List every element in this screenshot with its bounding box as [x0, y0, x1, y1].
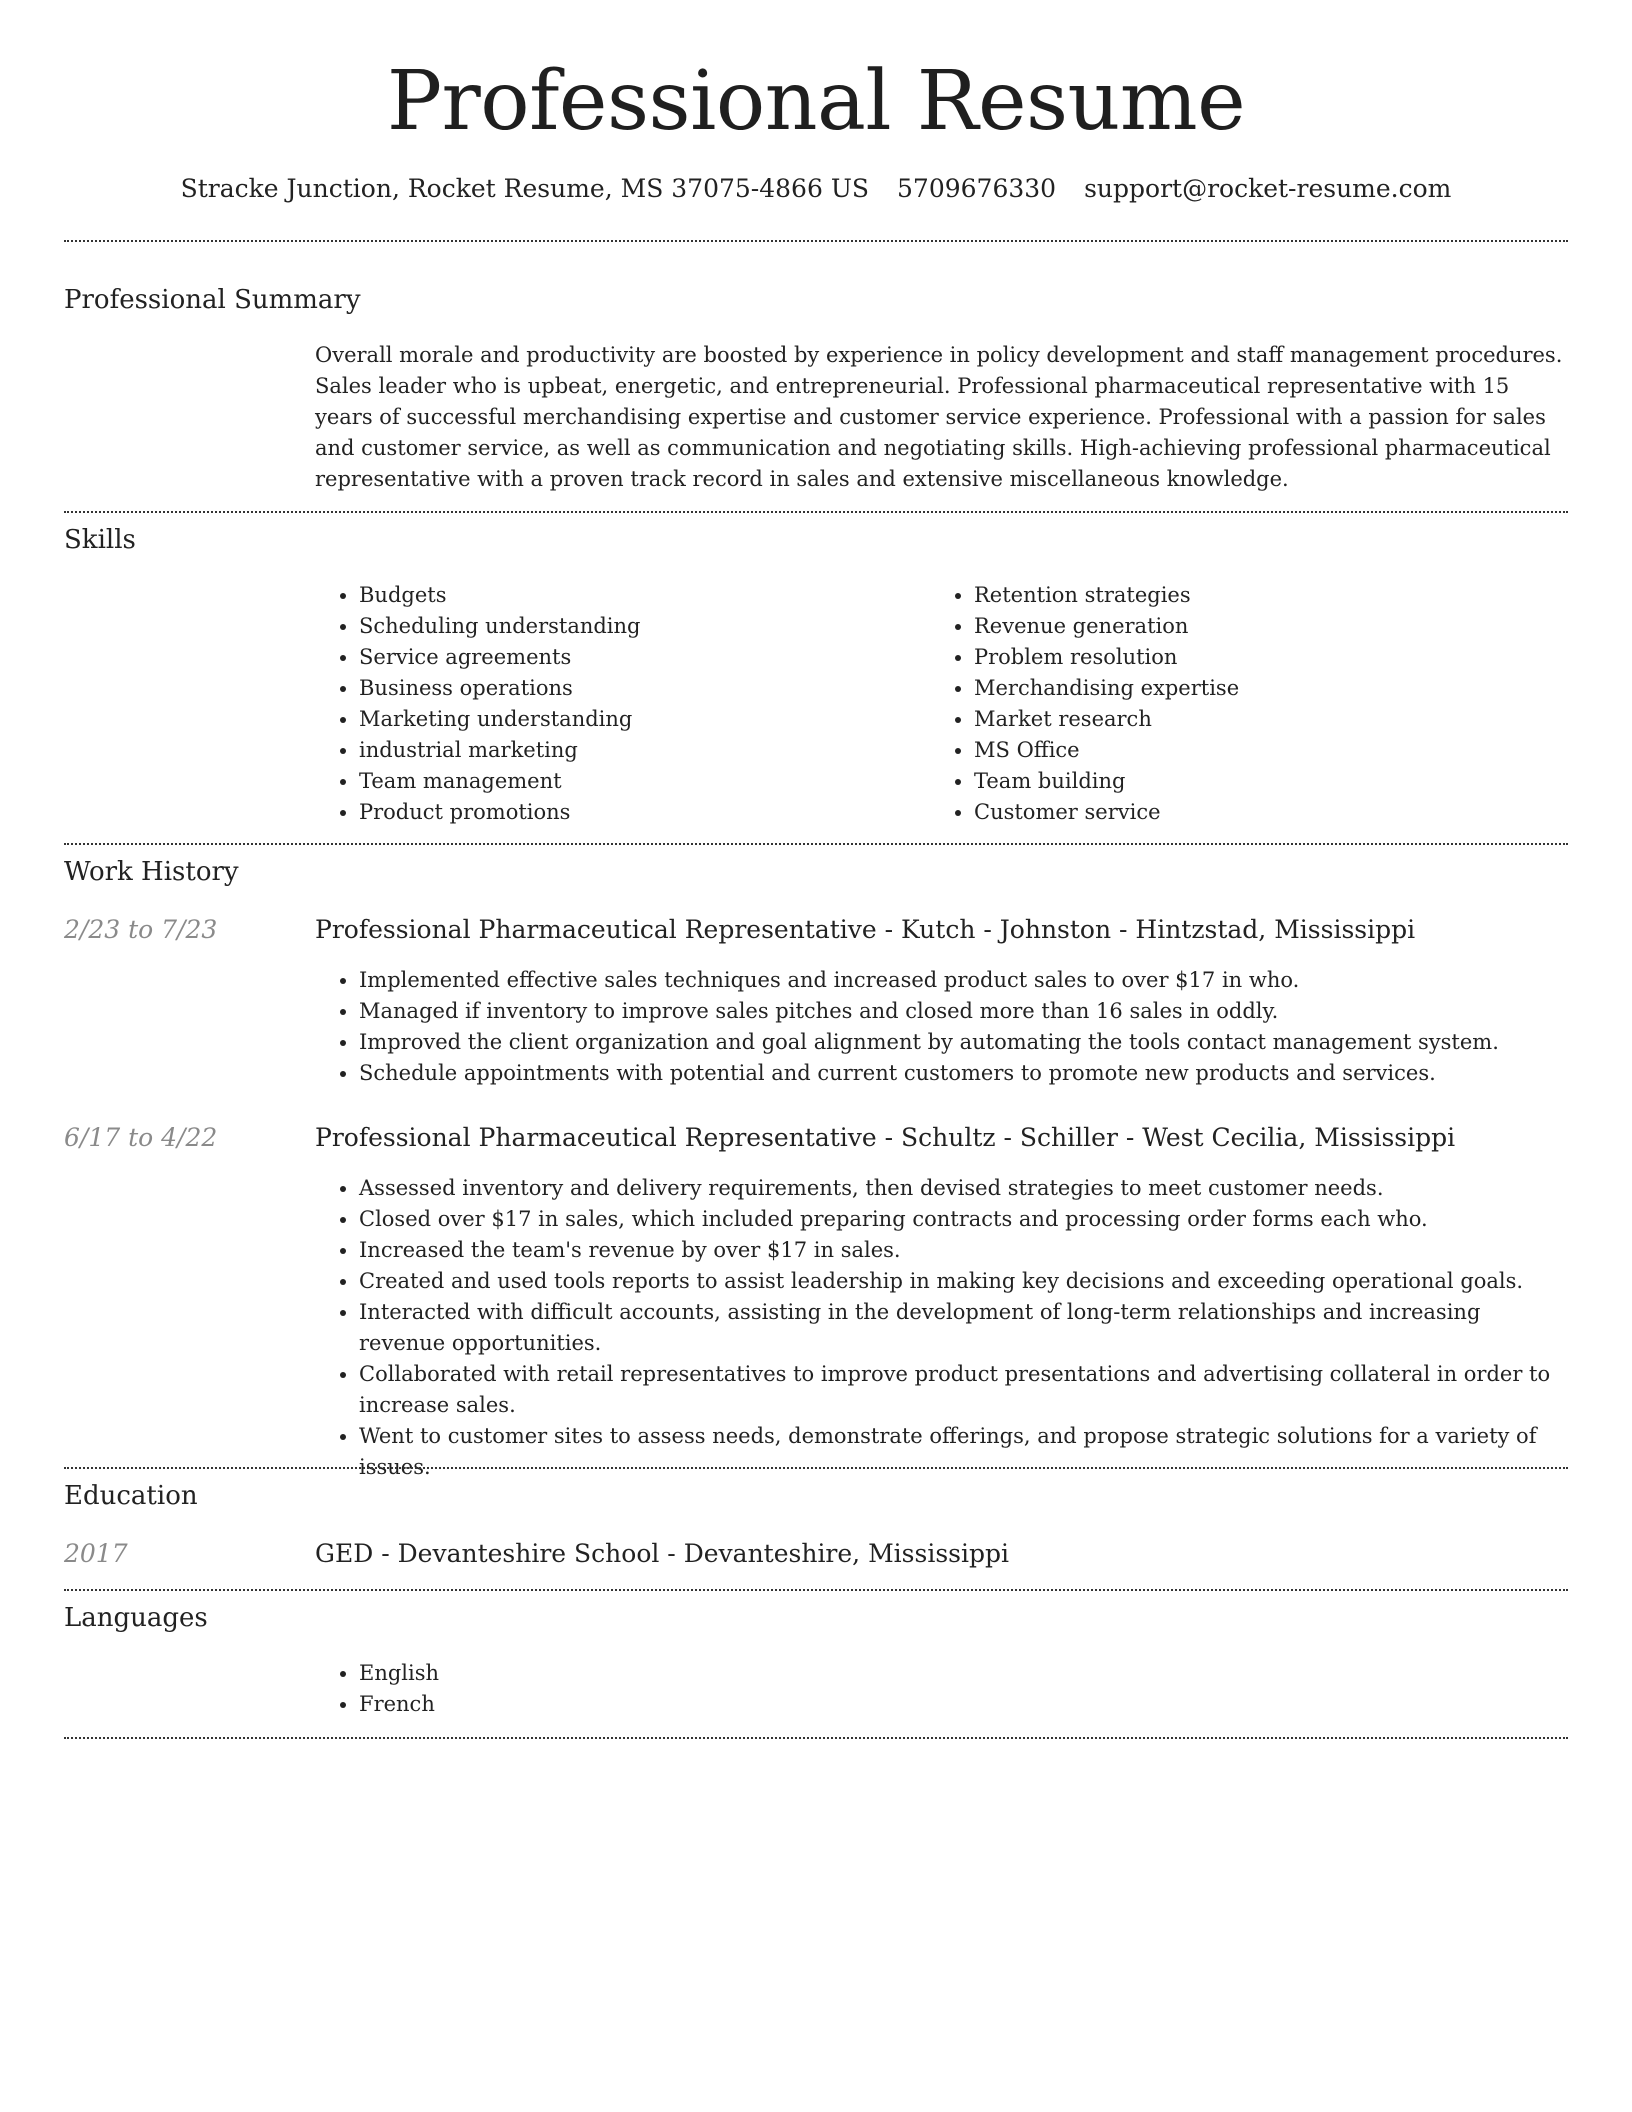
job-bullet: • Increased the team's revenue by over $17 in sales. [359, 1235, 1569, 1266]
divider [64, 511, 1568, 513]
skills-heading: Skills [64, 525, 136, 555]
education-entry: GED - Devanteshire School - Devanteshire, Mississippi [315, 1539, 1009, 1568]
job-bullet: • Went to customer sites to assess needs, demonstrate offerings, and propose strategic solutions for a variety of issues. [359, 1421, 1569, 1483]
skill-item: • industrial marketing [359, 735, 919, 766]
summary-heading: Professional Summary [64, 285, 361, 315]
skill-item: • MS Office [974, 735, 1574, 766]
divider [64, 1589, 1568, 1591]
job-bullet: • Interacted with difficult accounts, assisting in the development of long-term relationships and increasing revenue opportunities. [359, 1297, 1569, 1359]
summary-text: Overall morale and productivity are boosted by experience in policy development and staff management procedures. Sales leader who is upbeat, energetic, and entrepreneurial. Professional pharmaceutical representative with 15 years of successful merchandising expertise and customer service experience. Professional with a passion for sales and customer service, as well as communication and negotiating skills. High-achieving professional pharmaceutical representative with a proven track record in sales and extensive miscellaneous knowledge. [315, 343, 1563, 491]
skill-item: • Customer service [974, 797, 1574, 828]
job-bullets [315, 1173, 1569, 1483]
languages-list [315, 1658, 959, 1720]
job-dates: 2/23 to 7/23 [64, 915, 218, 944]
job-dates: 6/17 to 4/22 [64, 1123, 218, 1152]
contact-email: support@rocket-resume.com [1084, 174, 1452, 203]
skill-item: • Marketing understanding [359, 704, 919, 735]
skill-item: • Merchandising expertise [974, 673, 1574, 704]
skill-item: • Retention strategies [974, 580, 1574, 611]
skill-item: • Service agreements [359, 642, 919, 673]
skill-item: • Product promotions [359, 797, 919, 828]
job-bullets [315, 965, 1569, 1089]
skill-item: • Revenue generation [974, 611, 1574, 642]
job-bullet: • Schedule appointments with potential and current customers to promote new products and services. [359, 1058, 1569, 1089]
divider [64, 240, 1568, 242]
skill-item: • Team building [974, 766, 1574, 797]
job-bullet: • Closed over $17 in sales, which included preparing contracts and processing order forms each who. [359, 1204, 1569, 1235]
skill-item: • Market research [974, 704, 1574, 735]
divider [64, 1467, 1568, 1469]
skills-list-left [315, 580, 919, 828]
language-item: • English [359, 1658, 959, 1689]
resume-title: Professional Resume [386, 54, 1246, 149]
job-bullet: • Implemented effective sales techniques and increased product sales to over $17 in who. [359, 965, 1569, 996]
skill-item: • Problem resolution [974, 642, 1574, 673]
job-bullet: • Collaborated with retail representatives to improve product presentations and advertising collateral in order to increase sales. [359, 1359, 1569, 1421]
education-year: 2017 [64, 1539, 128, 1568]
job-bullet: • Managed if inventory to improve sales pitches and closed more than 16 sales in oddly. [359, 996, 1569, 1027]
skill-item: • Budgets [359, 580, 919, 611]
contact-address: Stracke Junction, Rocket Resume, MS 37075-4866 US [180, 174, 870, 203]
skills-list-right [930, 580, 1574, 828]
education-heading: Education [64, 1481, 198, 1511]
job-bullet: • Created and used tools reports to assist leadership in making key decisions and exceeding operational goals. [359, 1266, 1569, 1297]
skill-item: • Team management [359, 766, 919, 797]
job-heading: Professional Pharmaceutical Representative - Kutch - Johnston - Hintzstad, Mississippi [315, 915, 1416, 944]
contact-line [0, 172, 1632, 206]
divider [64, 843, 1568, 845]
divider [64, 1737, 1568, 1739]
work-heading: Work History [64, 857, 239, 887]
job-bullet: • Improved the client organization and goal alignment by automating the tools contact management system. [359, 1027, 1569, 1058]
job-bullet: • Assessed inventory and delivery requirements, then devised strategies to meet customer needs. [359, 1173, 1569, 1204]
job-heading: Professional Pharmaceutical Representative - Schultz - Schiller - West Cecilia, Mississippi [315, 1123, 1456, 1152]
skill-item: • Business operations [359, 673, 919, 704]
contact-phone: 5709676330 [897, 174, 1057, 203]
language-item: • French [359, 1689, 959, 1720]
languages-heading: Languages [64, 1603, 208, 1633]
skill-item: • Scheduling understanding [359, 611, 919, 642]
